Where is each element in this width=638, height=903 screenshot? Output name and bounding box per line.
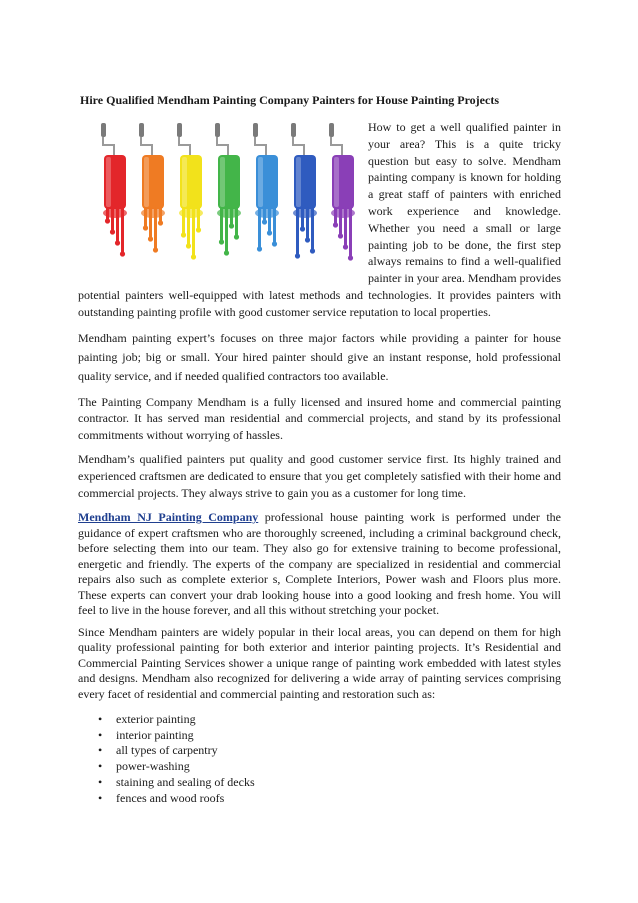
- license-paragraph: The Painting Company Mendham is a fully licensed and insured home and commercial painting contractor. It has served man residential and commercial projects, and stand by its professional commitments without worrying of hassles.: [78, 394, 561, 442]
- service-item: • staining and sealing of decks: [116, 775, 561, 791]
- paint-roller-icon: [139, 123, 165, 253]
- paint-roller-icon: [291, 123, 317, 259]
- intro-text: How to get a well qualified painter in your area? This is a quite tricky question but easy to solve. Mendham painting company is known for holding a great staff of painters with enriched work experience and knowledge. Whether you need a small or large painting job to be done, the first step always remains to find a well-qualified painter in your area. Mendham provides potential painters well-equipped with latest methods and technologies. It provides painters with outstanding painting profile with good customer service reputation to local properties.: [78, 120, 561, 319]
- service-item: • all types of carpentry: [116, 743, 561, 759]
- paint-roller-icon: [101, 123, 127, 257]
- paint-roller-icon: [253, 123, 279, 252]
- intro-paragraph: [78, 119, 561, 321]
- service-item: • fences and wood roofs: [116, 791, 561, 807]
- house-painting-paragraph: [78, 510, 561, 619]
- quality-paragraph: Mendham’s qualified painters put quality and good customer service first. Its highly trained and experienced craftsmen are dedicated to ensure that you get completely satisfied with their home and commercial projects. They always strive to gain you as a customer for long time.: [78, 452, 561, 501]
- services-list: [78, 712, 561, 806]
- paint-roller-icon: [329, 123, 355, 261]
- service-item: • interior painting: [116, 728, 561, 744]
- focus-paragraph: Mendham painting expert’s focuses on three major factors while providing a painter for house painting job; big or small. Your hired painter should give an instant response, hold professional quality service, and if needed qualified contractors too available.: [78, 330, 561, 383]
- company-link[interactable]: Mendham NJ Painting Company: [78, 510, 259, 525]
- service-item: • power-washing: [116, 759, 561, 775]
- popular-paragraph: Since Mendham painters are widely popular in their local areas, you can depend on them for high quality professional painting for both exterior and interior painting projects. It’s Residential and Commercial Painting Services shower a unique range of painting work embedded with latest styles and designs. Mendham also recognized for delivering a wide array of painting services comprising every facet of residential and commercial painting and restoration such as:: [78, 624, 561, 701]
- paint-roller-icon: [177, 123, 203, 260]
- page-title: Hire Qualified Mendham Painting Company Painters for House Painting Projects: [80, 93, 499, 107]
- house-painting-text: professional house painting work is performed under the guidance of expert craftsmen who are thoroughly screened, including a criminal background check, before selecting them into our team. They also go for extensive training to become professional, energetic and friendly. The experts of the company are specialized in residential and commercial repairs also such as complete exterior s, Complete Interiors, Power wash and Floors plus more. These experts can convert your drab looking house into a good looking and fresh home. You will feel to live in the house forever, and all this without stretching your pocket.: [78, 510, 561, 618]
- paint-roller-icon: [215, 123, 241, 256]
- document-page: [78, 92, 561, 806]
- paint-rollers-image: [78, 121, 360, 271]
- service-item: • exterior painting: [116, 712, 561, 728]
